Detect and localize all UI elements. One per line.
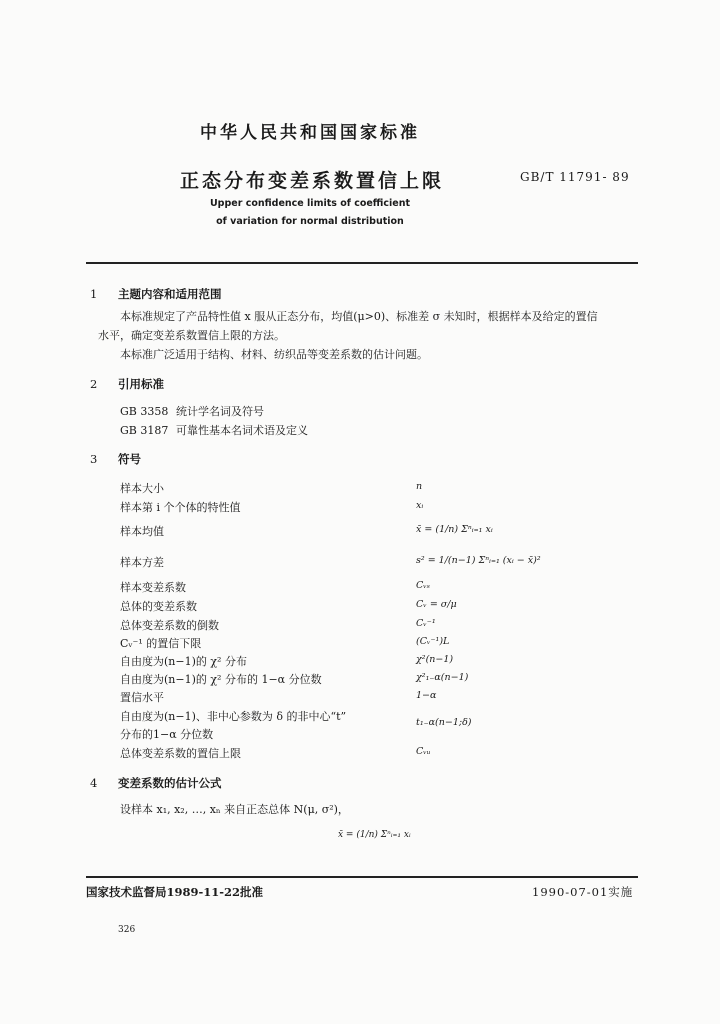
reference-item (120, 403, 264, 419)
symbol-term: 自由度为(n−1)的 χ² 分布的 1−α 分位数 (120, 673, 322, 686)
symbol-value: 1−α (416, 690, 437, 701)
symbol-term: 总体变差系数的置信上限 (120, 747, 241, 760)
symbol-term: 分布的1−α 分位数 (120, 728, 214, 741)
approval-line: 国家技术监督局1989-11-22批准 (86, 885, 264, 899)
footer-divider (86, 876, 638, 878)
symbol-value: χ²₁₋α(n−1) (416, 672, 469, 683)
symbol-value: t₁₋α(n−1;δ) (416, 717, 472, 728)
symbol-value: s² = 1/(n−1) Σⁿᵢ₌₁ (xᵢ − x̄)² (416, 555, 541, 566)
symbol-value: Cᵥ⁻¹ (416, 618, 436, 629)
section-title: 变差系数的估计公式 (118, 776, 222, 790)
section-2-heading (90, 376, 164, 392)
section-3-heading (90, 451, 141, 467)
reference-item (120, 422, 308, 438)
symbol-value: Cᵥ = σ/μ (416, 599, 457, 610)
symbol-term: 自由度为(n−1)、非中心参数为 δ 的非中心“t” (120, 710, 347, 723)
symbol-term: 样本大小 (120, 482, 164, 495)
reference-title: 统计学名词及符号 (176, 405, 264, 418)
header-divider (86, 262, 638, 264)
section-title: 符号 (118, 452, 141, 466)
standard-code: GB/T 11791- 89 (520, 170, 630, 184)
symbol-value: xᵢ (416, 500, 424, 511)
implementation-date: 1990-07-01实施 (532, 885, 634, 899)
symbol-value: n (416, 481, 423, 492)
reference-title: 可靠性基本名词术语及定义 (176, 424, 308, 437)
english-title-line1: Upper confidence limits of coefficient (209, 198, 411, 209)
symbol-term: 样本均值 (120, 525, 164, 538)
section-1-paragraph: 水平，确定变差系数置信上限的方法。 (98, 329, 285, 342)
section-1-paragraph: 本标准广泛适用于结构、材料、纺织品等变差系数的估计问题。 (120, 348, 428, 361)
section-4-paragraph: 设样本 x₁, x₂, …, xₙ 来自正态总体 N(μ, σ²)， (120, 803, 349, 816)
reference-code: GB 3187 (120, 424, 169, 437)
section-title: 主题内容和适用范围 (118, 287, 222, 301)
section-title: 引用标准 (118, 377, 164, 391)
section-number: 1 (90, 287, 98, 301)
symbol-value: Cᵥₛ (416, 580, 431, 591)
document-title: 正态分布变差系数置信上限 (180, 170, 445, 192)
english-title-line2: of variation for normal distribution (216, 216, 404, 227)
section-number: 3 (90, 452, 98, 466)
symbol-value: Cᵥᵤ (416, 746, 431, 757)
symbol-value: (Cᵥ⁻¹)L (416, 636, 450, 647)
national-standard-heading: 中华人民共和国国家标准 (200, 123, 420, 143)
symbol-term: 样本变差系数 (120, 581, 186, 594)
symbol-term: Cᵥ⁻¹ 的置信下限 (120, 637, 202, 650)
symbol-term: 样本第 i 个个体的特性值 (120, 501, 241, 514)
symbol-term: 样本方差 (120, 556, 164, 569)
section-number: 4 (90, 776, 98, 790)
section-1-paragraph: 本标准规定了产品特性值 x 服从正态分布，均值(μ>0)、标准差 σ 未知时，根据样本及给定的置信 (120, 310, 598, 323)
symbol-term: 总体的变差系数 (120, 600, 197, 613)
page-number: 326 (118, 925, 136, 935)
symbol-value: x̄ = (1/n) Σⁿᵢ₌₁ xᵢ (416, 524, 493, 535)
section-1-heading (90, 286, 222, 302)
sample-mean-formula: x̄ = (1/n) Σⁿᵢ₌₁ xᵢ (338, 830, 411, 840)
symbol-value: χ²(n−1) (416, 654, 454, 665)
symbol-term: 自由度为(n−1)的 χ² 分布 (120, 655, 247, 668)
section-4-heading (90, 775, 222, 791)
section-number: 2 (90, 377, 98, 391)
symbol-term: 置信水平 (120, 691, 164, 704)
reference-code: GB 3358 (120, 405, 169, 418)
symbol-term: 总体变差系数的倒数 (120, 619, 219, 632)
